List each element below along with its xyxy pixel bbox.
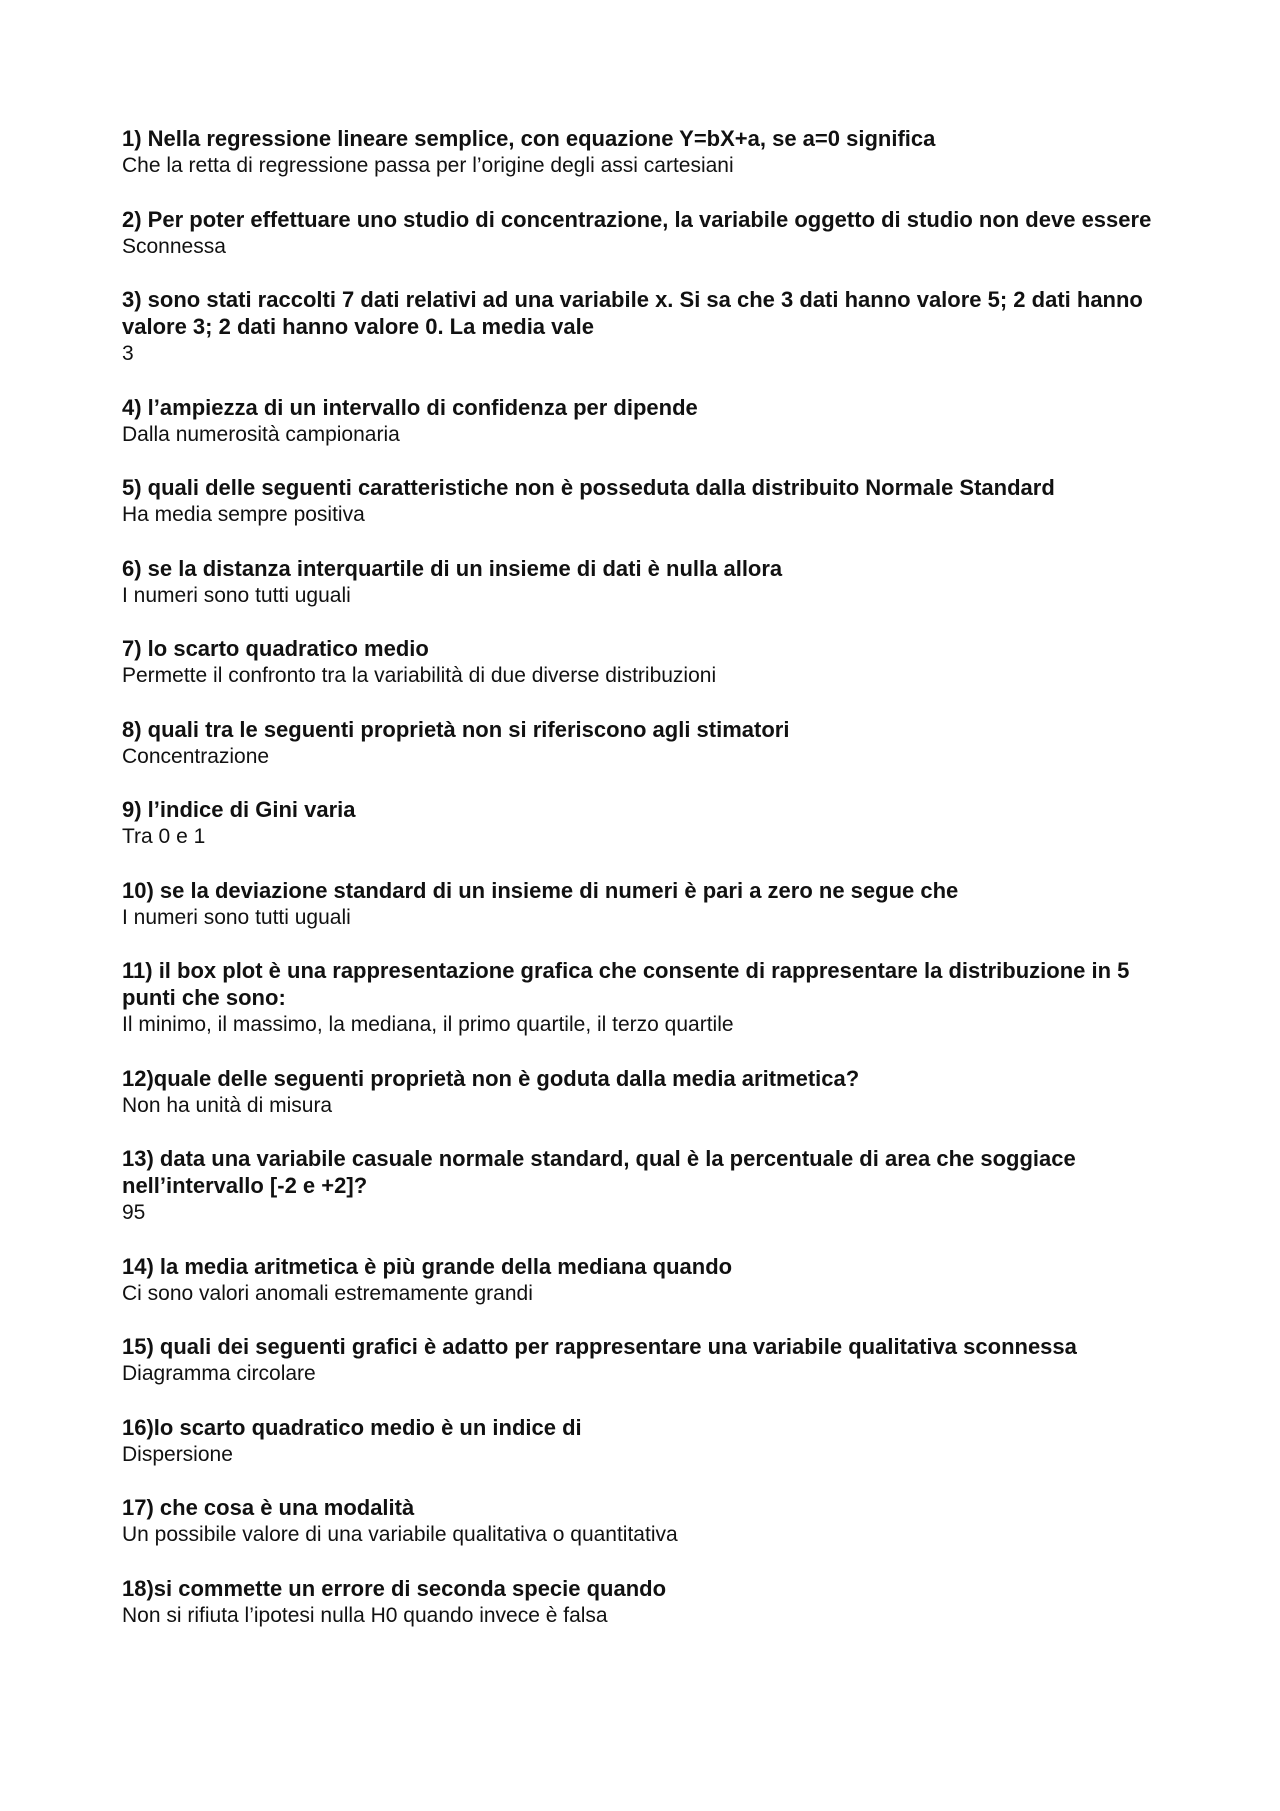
question-text: 8) quali tra le seguenti proprietà non si riferiscono agli stimatori <box>122 716 790 742</box>
answer-text: I numeri sono tutti uguali <box>122 905 351 929</box>
question-text: 2) Per poter effettuare uno studio di concentrazione, la variabile oggetto di studio non deve essere <box>122 206 1152 232</box>
qa-item-3 <box>122 286 1182 367</box>
qa-item-15 <box>122 1333 1182 1387</box>
answer-text: Ha media sempre positiva <box>122 503 365 526</box>
question-text: 1) Nella regressione lineare semplice, con equazione Y=bX+a, se a=0 significa <box>122 126 936 151</box>
qa-item-9 <box>122 796 1182 850</box>
question-text: 3) sono stati raccolti 7 dati relativi ad una variabile x. Si sa che 3 dati hanno valore 5; 2 dati hanno valore 3; 2 dati hanno valore 0. La media vale <box>122 287 1143 339</box>
answer-text: Ci sono valori anomali estremamente grandi <box>122 1281 533 1305</box>
document-page <box>122 125 1182 1655</box>
qa-item-12 <box>122 1065 1182 1119</box>
answer-text: 95 <box>122 1201 146 1224</box>
qa-item-4 <box>122 394 1182 448</box>
answer-text: Il minimo, il massimo, la mediana, il primo quartile, il terzo quartile <box>122 1013 734 1036</box>
answer-text: Non ha unità di misura <box>122 1093 333 1117</box>
question-text: 7) lo scarto quadratico medio <box>122 636 429 661</box>
qa-item-6 <box>122 555 1182 609</box>
qa-item-7 <box>122 635 1182 689</box>
question-text: 5) quali delle seguenti caratteristiche non è posseduta dalla distribuito Normale Standard <box>122 475 1055 500</box>
answer-text: Un possibile valore di una variabile qualitativa o quantitativa <box>122 1523 678 1546</box>
answer-text: Dalla numerosità campionaria <box>122 422 400 446</box>
qa-item-17 <box>122 1494 1182 1548</box>
question-text: 18)si commette un errore di seconda specie quando <box>122 1575 667 1601</box>
answer-text: Sconnessa <box>122 234 226 258</box>
answer-text: Che la retta di regressione passa per l’origine degli assi cartesiani <box>122 154 734 177</box>
question-text: 11) il box plot è una rappresentazione grafica che consente di rappresentare la distribuzione in 5 punti che sono: <box>122 958 1130 1010</box>
answer-text: Permette il confronto tra la variabilità di due diverse distribuzioni <box>122 664 717 687</box>
answer-text: Non si rifiuta l’ipotesi nulla H0 quando invece è falsa <box>122 1603 608 1627</box>
question-text: 17) che cosa è una modalità <box>122 1495 415 1520</box>
qa-item-1 <box>122 125 1182 179</box>
answer-text: Concentrazione <box>122 744 270 768</box>
question-text: 12)quale delle seguenti proprietà non è goduta dalla media aritmetica? <box>122 1065 860 1091</box>
question-text: 6) se la distanza interquartile di un insieme di dati è nulla allora <box>122 555 783 581</box>
question-text: 13) data una variabile casuale normale standard, qual è la percentuale di area che soggiace nell’intervallo [-2 e +2]? <box>122 1146 1076 1198</box>
qa-item-13 <box>122 1145 1182 1226</box>
question-text: 9) l’indice di Gini varia <box>122 797 356 822</box>
question-text: 14) la media aritmetica è più grande della mediana quando <box>122 1253 733 1279</box>
qa-item-8 <box>122 716 1182 770</box>
answer-text: I numeri sono tutti uguali <box>122 583 351 607</box>
answer-text: Dispersione <box>122 1442 233 1466</box>
question-text: 4) l’ampiezza di un intervallo di confidenza per dipende <box>122 394 698 420</box>
qa-item-5 <box>122 474 1182 528</box>
question-text: 10) se la deviazione standard di un insieme di numeri è pari a zero ne segue che <box>122 877 959 903</box>
answer-text: Tra 0 e 1 <box>122 825 206 848</box>
qa-item-14 <box>122 1253 1182 1307</box>
qa-item-18 <box>122 1575 1182 1629</box>
answer-text: Diagramma circolare <box>122 1362 316 1385</box>
question-text: 16)lo scarto quadratico medio è un indice di <box>122 1414 582 1440</box>
qa-item-16 <box>122 1414 1182 1468</box>
qa-item-10 <box>122 877 1182 931</box>
question-text: 15) quali dei seguenti grafici è adatto per rappresentare una variabile qualitativa sconnessa <box>122 1334 1077 1359</box>
answer-text: 3 <box>122 342 134 365</box>
qa-item-2 <box>122 206 1182 260</box>
qa-item-11 <box>122 957 1182 1038</box>
